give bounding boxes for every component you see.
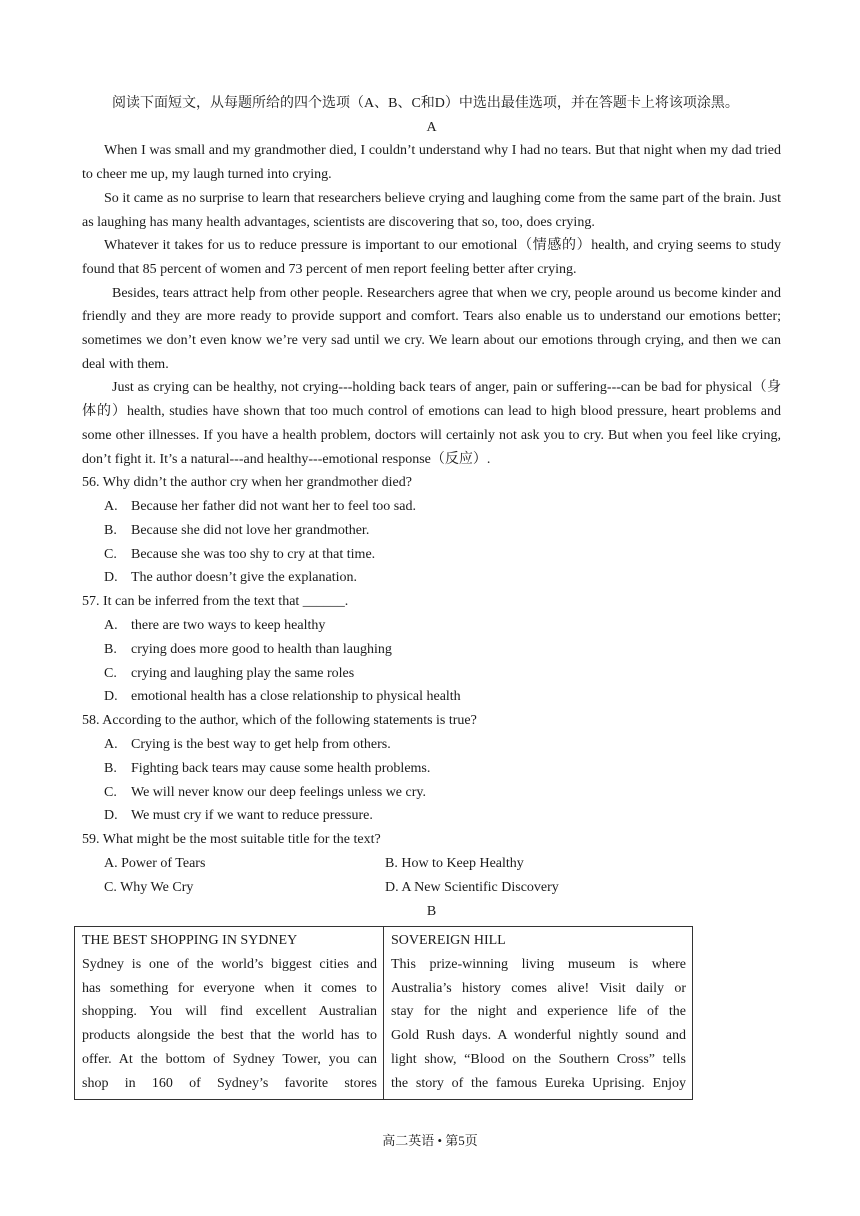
answer-option: B. How to Keep Healthy <box>385 856 524 871</box>
cell-line: Sydney is one of the world’s biggest cities and <box>82 956 377 972</box>
option-text: We must cry if we want to reduce pressure. <box>131 808 373 824</box>
question-stem: 56. Why didn’t the author cry when her grandmother died? <box>82 475 412 491</box>
cell-line: This prize-winning living museum is where <box>391 956 686 972</box>
option-letter: D. <box>104 808 118 824</box>
option-letter: B. <box>104 641 117 657</box>
option-text: Because she did not love her grandmother. <box>131 522 370 538</box>
cell-line: the story of the famous Eureka Uprising. Enjoy <box>391 1075 686 1091</box>
option-letter: C. <box>104 546 117 562</box>
section-b-heading: B <box>426 903 437 919</box>
answer-option <box>82 804 781 828</box>
option-letter: B. <box>104 760 117 776</box>
option-letter: D. <box>104 689 118 705</box>
answer-option <box>82 638 781 662</box>
answer-option <box>82 685 781 709</box>
advertisement-table <box>74 926 693 1100</box>
answer-option: C. Why We Cry <box>104 879 194 895</box>
answer-option <box>82 733 781 757</box>
cell-title: THE BEST SHOPPING IN SYDNEY <box>82 933 298 948</box>
answer-option <box>82 519 781 543</box>
option-text: Because her father did not want her to feel too sad. <box>131 499 416 515</box>
table-cell-shopping <box>75 927 384 1100</box>
option-letter: A. <box>104 618 118 634</box>
option-text: there are two ways to keep healthy <box>131 618 326 634</box>
cell-line: shopping. You will find excellent Australian <box>82 1004 377 1020</box>
page-footer: 高二英语 • 第5页 <box>382 1133 478 1148</box>
answer-option <box>82 781 781 805</box>
option-letter: A. <box>104 499 118 515</box>
answer-option-row <box>82 852 781 876</box>
cell-line: Australia’s history comes alive! Visit daily or <box>391 980 686 996</box>
cell-title: SOVEREIGN HILL <box>391 933 506 948</box>
option-text: crying does more good to health than laughing <box>131 641 392 657</box>
cell-line: offer. At the bottom of Sydney Tower, you can <box>82 1051 377 1067</box>
option-text: Crying is the best way to get help from others. <box>131 737 391 753</box>
answer-option <box>82 662 781 686</box>
cell-line: shop in 160 of Sydney’s favorite stores <box>82 1075 377 1091</box>
question-stem: 57. It can be inferred from the text that ______. <box>82 594 349 610</box>
answer-option <box>82 543 781 567</box>
question-stem: 59. What might be the most suitable title for the text? <box>82 832 381 848</box>
answer-option: A. Power of Tears <box>104 856 206 871</box>
answer-option <box>82 566 781 590</box>
option-letter: D. <box>104 570 118 586</box>
passage-paragraph: So it came as no surprise to learn that researchers believe crying and laughing come from the same part of the brain. Just as laughing has many health advantages, scientists are discovering that so, too, does crying. <box>82 190 781 230</box>
cell-line: Gold Rush days. A wonderful nightly sound and <box>391 1028 686 1044</box>
document-body <box>82 92 781 923</box>
cell-line: has something for everyone when it comes to <box>82 980 377 996</box>
answer-option <box>82 757 781 781</box>
option-text: Because she was too shy to cry at that time. <box>131 546 376 562</box>
option-letter: C. <box>104 665 117 681</box>
cell-line: stay for the night and experience life of the <box>391 1004 686 1020</box>
answer-option <box>82 614 781 638</box>
table-cell-sovereign-hill <box>384 927 693 1100</box>
passage-paragraph: Whatever it takes for us to reduce pressure is important to our emotional（情感的）health, and crying seems to study found that 85 percent of women and 73 percent of men report feeling better after crying. <box>82 238 781 277</box>
option-letter: B. <box>104 522 117 538</box>
option-letter: A. <box>104 737 118 753</box>
option-text: We will never know our deep feelings unless we cry. <box>131 784 426 800</box>
option-text: The author doesn’t give the explanation. <box>131 570 358 586</box>
option-text: Fighting back tears may cause some health problems. <box>131 760 431 776</box>
cell-line: products alongside the best that the world has to <box>82 1028 377 1044</box>
option-text: crying and laughing play the same roles <box>131 665 355 681</box>
answer-option-row <box>82 876 781 900</box>
answer-option <box>82 495 781 519</box>
question-stem: 58. According to the author, which of the following statements is true? <box>82 713 477 729</box>
answer-option: D. A New Scientific Discovery <box>385 879 559 895</box>
section-a-heading: A <box>426 119 437 135</box>
option-letter: C. <box>104 784 117 800</box>
cell-line: light show, “Blood on the Southern Cross” tells <box>391 1051 686 1067</box>
option-text: emotional health has a close relationship to physical health <box>131 689 461 705</box>
passage-paragraph: Besides, tears attract help from other people. Researchers agree that when we cry, people around us become kinder and friendly and they are more ready to provide support and comfort. Tears also enable us to understand our emotions better; sometimes we don’t even know we’re very sad until we cry. We learn about our emotions through crying, and then we can deal with them. <box>82 285 781 372</box>
instruction-text: 阅读下面短文，从每题所给的四个选项（A、B、C和D）中选出最佳选项，并在答题卡上将该项涂黑。 <box>112 96 739 111</box>
passage-paragraph: Just as crying can be healthy, not crying---holding back tears of anger, pain or suffering---can be bad for physical（身体的）health, studies have shown that too much control of emotions can lead to high blood pressure, heart problems and some other illnesses. If you have a health problem, doctors will certainly not ask you to cry. But when you feel like crying, don’t fight it. It’s a natural---and healthy---emotional response（反应）. <box>82 380 781 467</box>
passage-paragraph: When I was small and my grandmother died, I couldn’t understand why I had no tears. But that night when my dad tried to cheer me up, my laugh turned into crying. <box>82 143 781 183</box>
